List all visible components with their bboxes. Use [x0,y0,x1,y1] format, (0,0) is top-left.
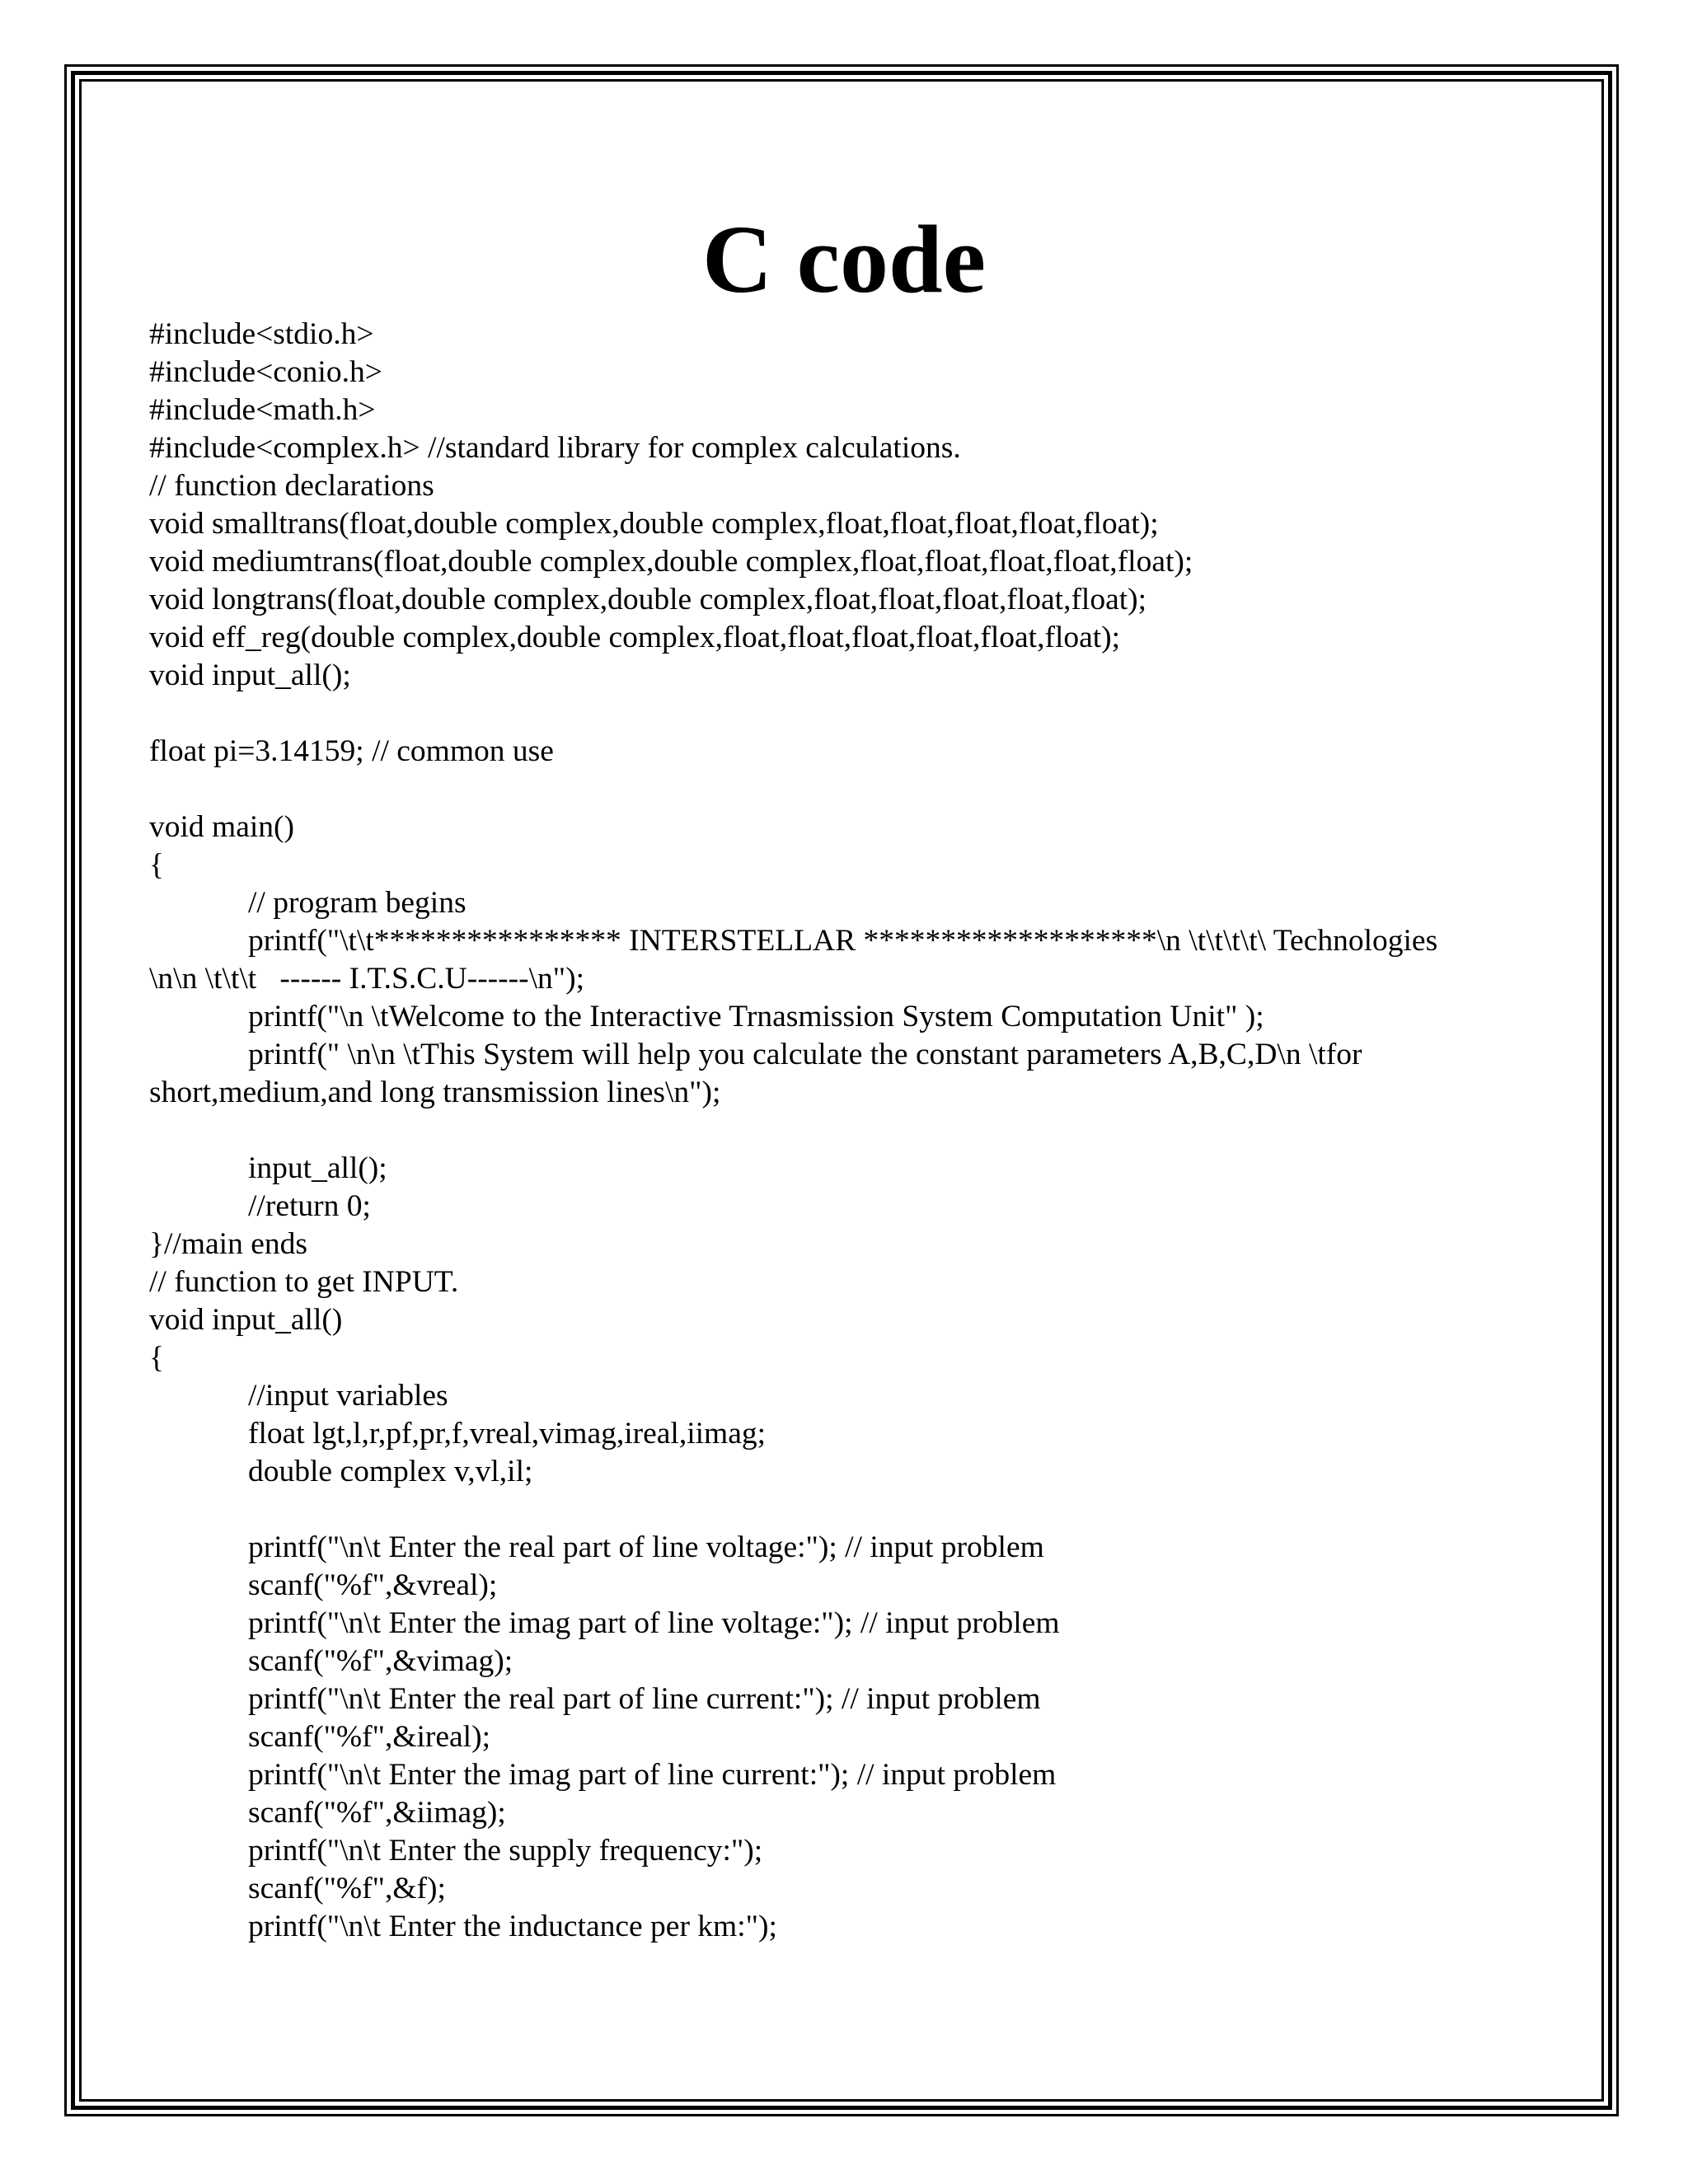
code-line: printf("\n\t Enter the real part of line voltage:"); // input problem [248,1530,1044,1564]
code-line: float pi=3.14159; // common use [149,734,554,768]
code-line: double complex v,vl,il; [248,1455,533,1488]
code-line: { [149,848,164,882]
code-line: printf("\n\t Enter the imag part of line current:"); // input problem [248,1758,1057,1792]
code-line: scanf("%f",&iimag); [248,1796,506,1830]
code-line: #include<conio.h> [149,355,382,389]
code-line: float lgt,l,r,pf,pr,f,vreal,vimag,ireal,iimag; [248,1417,767,1451]
code-line: //return 0; [248,1189,371,1223]
code-line: \n\n \t\t\t ------ I.T.S.C.U------\n"); [149,962,585,996]
code-line: scanf("%f",&vreal); [248,1568,498,1602]
code-listing [149,316,1542,1946]
code-line: void smalltrans(float,double complex,double complex,float,float,float,float,float); [149,507,1159,541]
code-line: #include<stdio.h> [149,317,374,351]
code-line: printf("\n\t Enter the real part of line current:"); // input problem [248,1682,1041,1716]
code-line: }//main ends [149,1227,307,1261]
code-line: printf("\n\t Enter the supply frequency:"); [248,1834,763,1868]
code-line: scanf("%f",&f); [248,1872,446,1905]
code-line: input_all(); [248,1151,387,1185]
code-line [149,695,1542,733]
code-line: //input variables [248,1379,448,1413]
code-line: scanf("%f",&vimag); [248,1644,513,1678]
code-line: { [149,1341,164,1375]
code-line: printf("\n\t Enter the imag part of line voltage:"); // input problem [248,1606,1060,1640]
code-line: printf("\t\t**************** INTERSTELLAR *******************\n \t\t\t\t\ Technologies [248,924,1438,958]
code-line: // function declarations [149,469,434,503]
code-line: // function to get INPUT. [149,1265,459,1299]
code-line: void input_all(); [149,658,351,692]
code-line: printf("\n \tWelcome to the Interactive Trnasmission System Computation Unit" ); [248,1000,1264,1033]
code-line: void mediumtrans(float,double complex,double complex,float,float,float,float,float); [149,545,1193,579]
code-line [149,1112,1542,1150]
code-line: void longtrans(float,double complex,double complex,float,float,float,float,float); [149,583,1147,616]
code-line: printf("\n\t Enter the inductance per km:"); [248,1910,777,1943]
code-line [149,1491,1542,1529]
page-title: C code [701,205,987,313]
code-line: void eff_reg(double complex,double complex,float,float,float,float,float,float); [149,621,1121,654]
code-line: short,medium,and long transmission lines\n"); [149,1076,721,1109]
code-line: #include<math.h> [149,393,376,427]
code-line: void input_all() [149,1303,343,1337]
code-line: printf(" \n\n \tThis System will help you calculate the constant parameters A,B,C,D\n \tfor [248,1038,1362,1071]
code-line: // program begins [248,886,467,920]
code-line: void main() [149,810,295,844]
code-line: scanf("%f",&ireal); [248,1720,491,1754]
code-line: #include<complex.h> //standard library for complex calculations. [149,431,961,465]
code-line [149,771,1542,808]
